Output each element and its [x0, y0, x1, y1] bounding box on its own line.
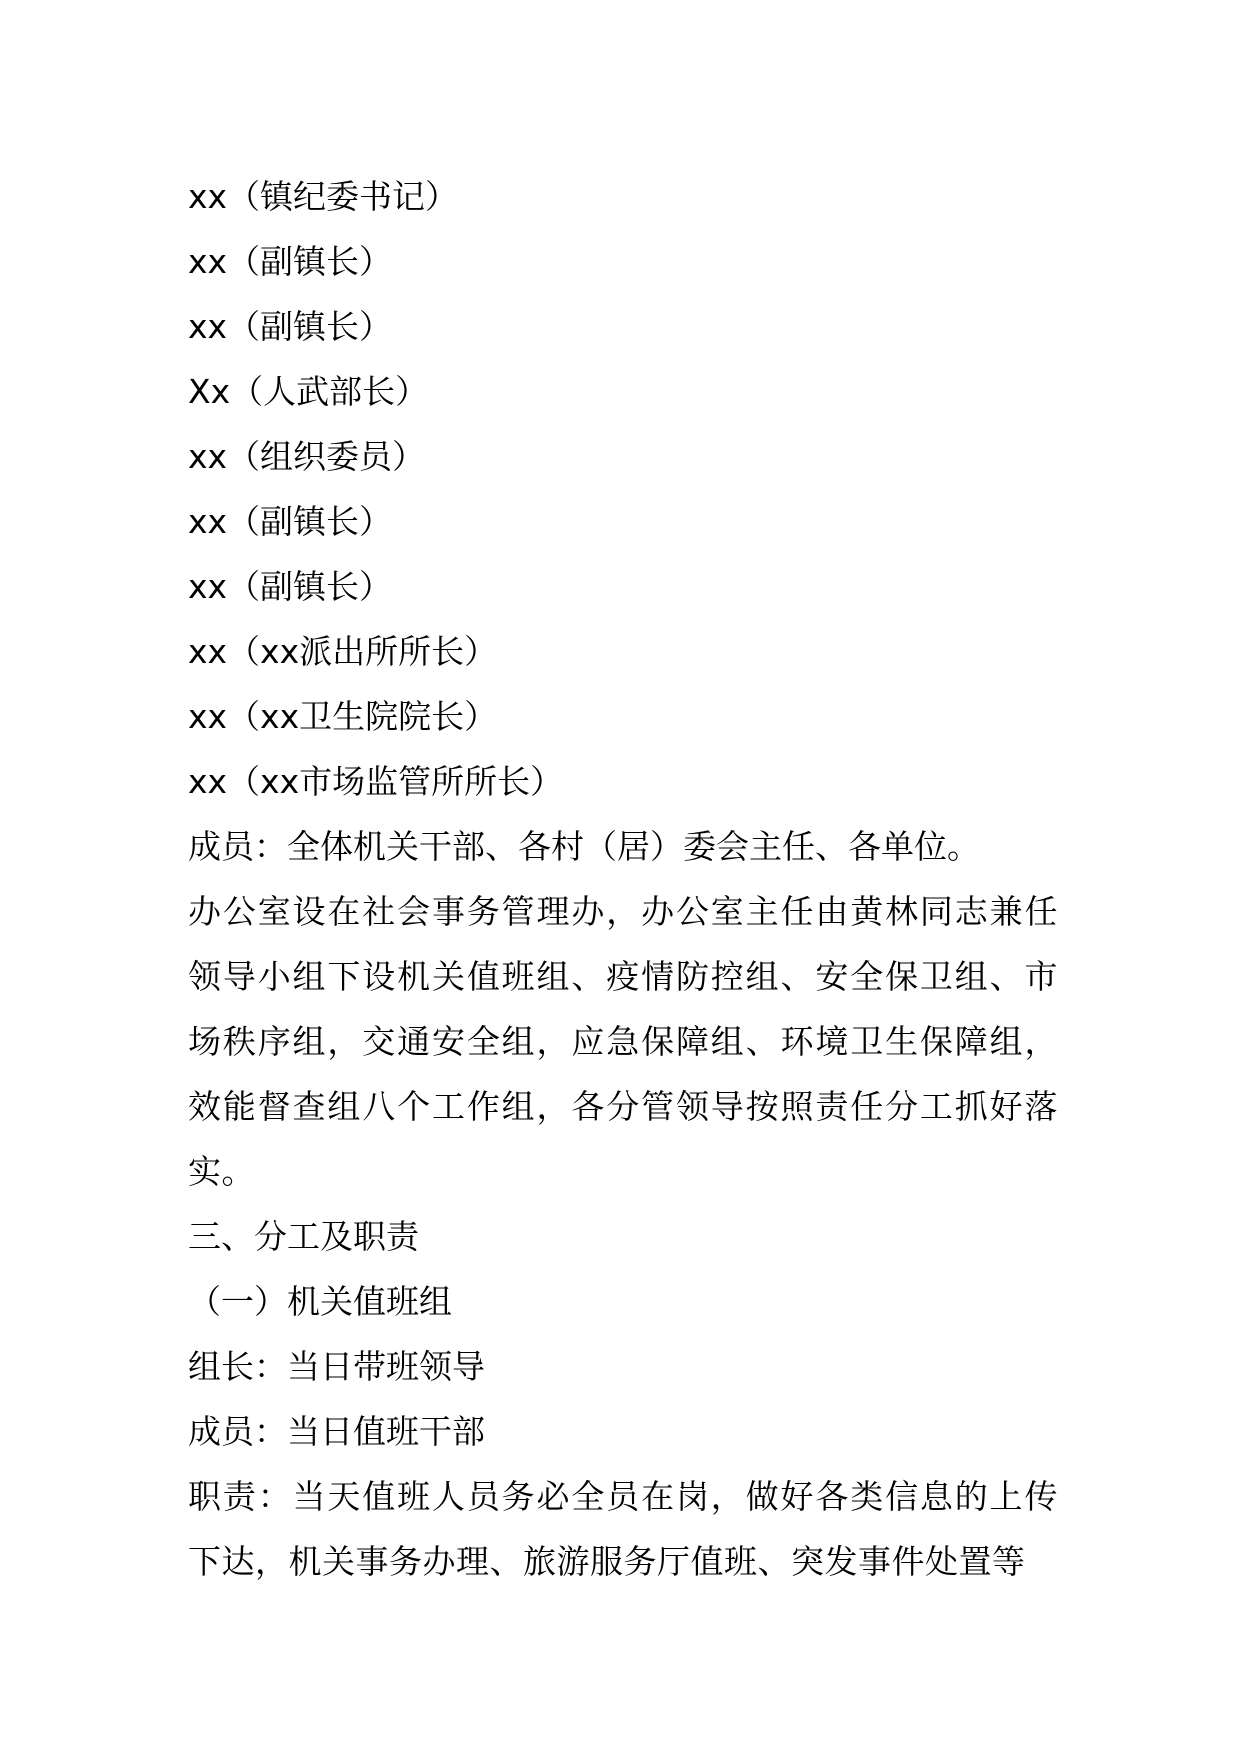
member-line: xx（xx派出所所长） — [188, 632, 498, 671]
member-line: xx（副镇长） — [188, 307, 393, 346]
member-line: xx（镇纪委书记） — [188, 177, 459, 216]
group-members-line: 成员：当日值班干部 — [188, 1412, 485, 1451]
document-body — [188, 164, 1058, 1594]
member-line: xx（组织委员） — [188, 437, 426, 476]
member-line: xx（副镇长） — [188, 242, 393, 281]
members-summary-line: 成员：全体机关干部、各村（居）委会主任、各单位。 — [188, 827, 980, 866]
subsection-heading: （一）机关值班组 — [188, 1282, 452, 1321]
office-paragraph: 办公室设在社会事务管理办，办公室主任由黄林同志兼任领导小组下设机关值班组、疫情防控组、安全保卫组、市场秩序组，交通安全组，应急保障组、环境卫生保障组，效能督查组八个工作组，各分管领导按照责任分工抓好落实。 — [188, 892, 1058, 1191]
group-leader-line: 组长：当日带班领导 — [188, 1347, 485, 1386]
member-line: xx（xx卫生院院长） — [188, 697, 498, 736]
duties-paragraph: 职责：当天值班人员务必全员在岗，做好各类信息的上传下达，机关事务办理、旅游服务厅值班、突发事件处置等 — [188, 1477, 1058, 1581]
member-line: xx（xx市场监管所所长） — [188, 762, 564, 801]
member-line: xx（副镇长） — [188, 567, 393, 606]
member-line: xx（副镇长） — [188, 502, 393, 541]
member-line: Xx（人武部长） — [188, 372, 429, 411]
section-heading: 三、分工及职责 — [188, 1217, 419, 1256]
